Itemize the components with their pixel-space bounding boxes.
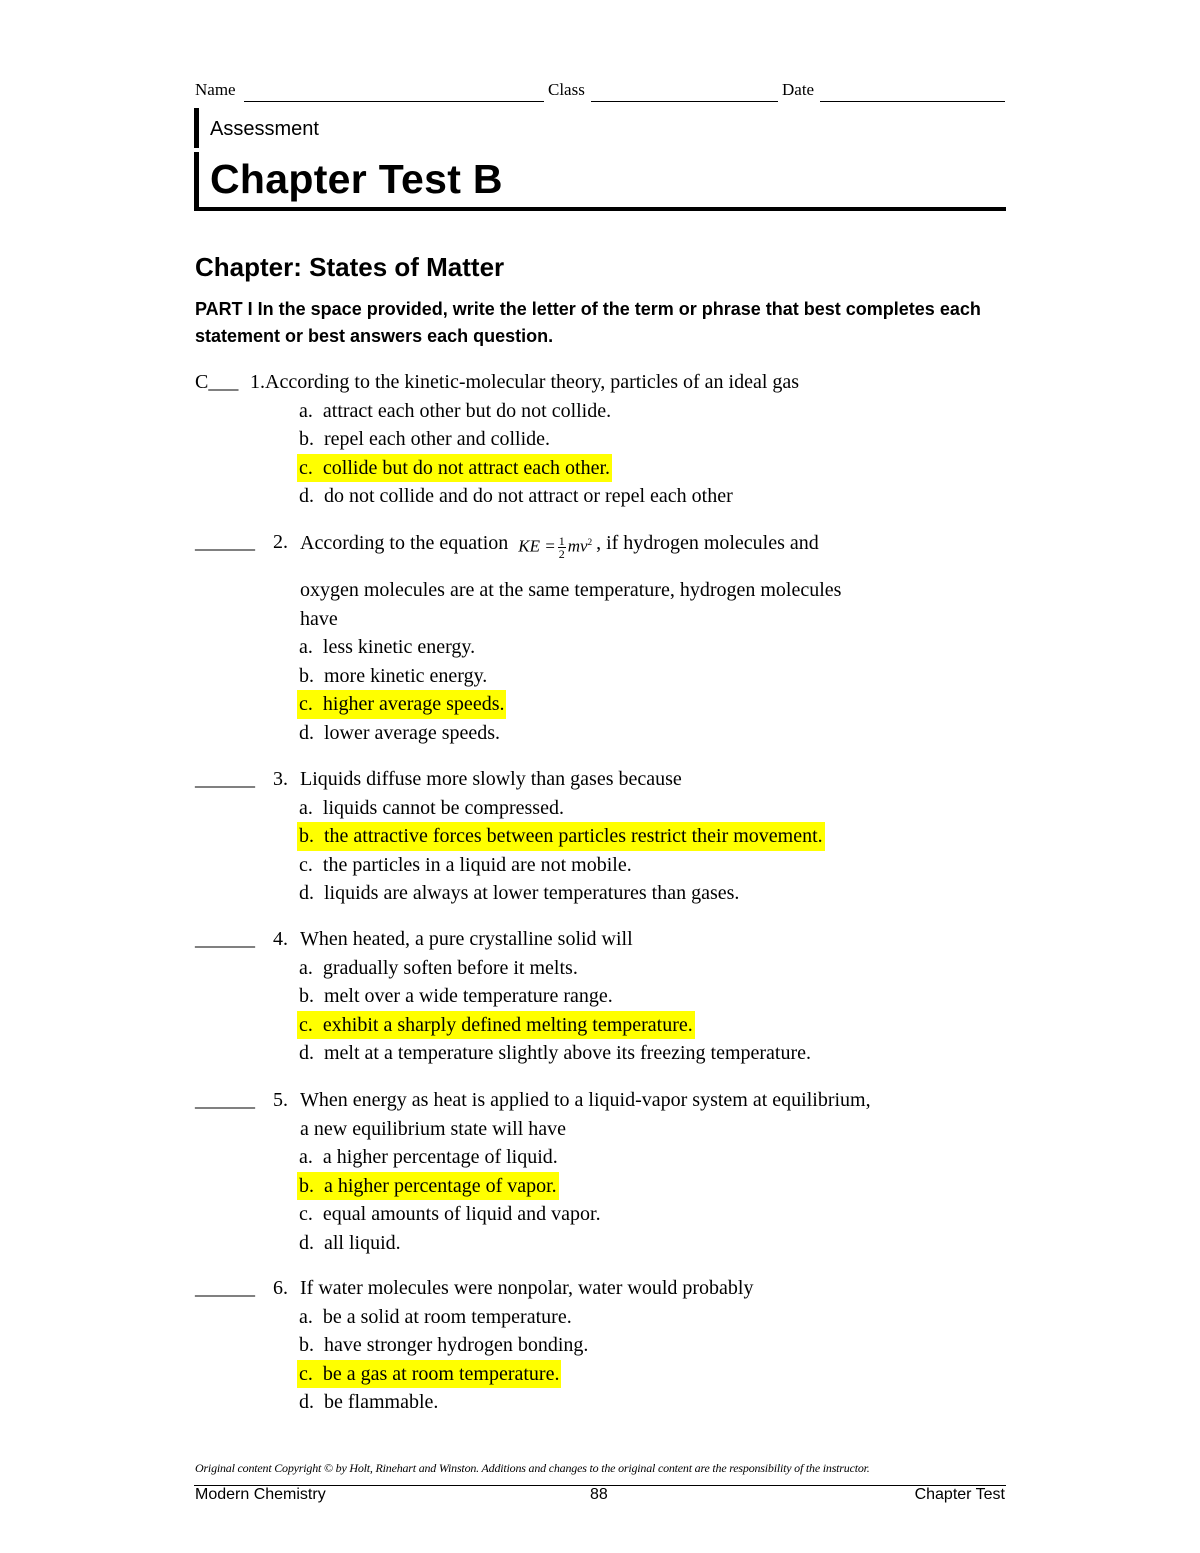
option-c-highlighted: c. be a gas at room temperature.	[297, 1360, 561, 1389]
date-label: Date	[782, 80, 815, 99]
answer-blank[interactable]: ______	[195, 768, 255, 790]
option-d: d. all liquid.	[299, 1231, 401, 1254]
question-4	[195, 925, 1010, 1068]
title-accent-bar	[194, 152, 199, 211]
option-d: d. melt at a temperature slightly above its freezing temperature.	[299, 1042, 812, 1064]
option-d: d. be flammable.	[299, 1391, 439, 1413]
option-c-highlighted: c. collide but do not attract each other.	[297, 454, 612, 483]
option-d: d. liquids are always at lower temperatures than gases.	[299, 882, 740, 904]
option-b-highlighted: b. a higher percentage of vapor.	[297, 1172, 559, 1201]
student-info-header	[195, 80, 1005, 104]
question-stem: If water molecules were nonpolar, water would probably	[300, 1277, 754, 1299]
question-number: 4.	[273, 928, 288, 950]
question-number: 5.	[273, 1089, 288, 1111]
question-2	[195, 528, 1010, 747]
option-c-highlighted: c. exhibit a sharply defined melting temperature.	[297, 1011, 695, 1040]
question-stem: When heated, a pure crystalline solid will	[300, 928, 633, 950]
question-stem-continued: have	[300, 607, 338, 630]
answer-blank[interactable]: C___	[195, 371, 239, 393]
option-a: a. liquids cannot be compressed.	[299, 796, 564, 819]
option-c-highlighted: c. higher average speeds.	[297, 690, 506, 719]
question-1	[195, 368, 1010, 511]
question-stem: According to the kinetic-molecular theory, particles of an ideal gas	[265, 371, 800, 393]
section-label: Assessment	[210, 118, 319, 140]
answer-blank[interactable]: ______	[195, 928, 255, 950]
question-5	[195, 1086, 1010, 1257]
chapter-heading: Chapter: States of Matter	[195, 252, 505, 282]
page-number: 88	[590, 1486, 608, 1503]
question-number: 3.	[273, 768, 288, 790]
answer-blank[interactable]: ______	[195, 531, 255, 553]
class-label: Class	[548, 80, 585, 99]
section-accent-bar	[194, 108, 199, 148]
question-number: 1.	[250, 371, 265, 393]
kinetic-energy-formula: KE = $\frac{1}{2}$ $mv^2$	[518, 534, 593, 562]
option-a: a. attract each other but do not collide.	[299, 399, 612, 422]
option-b: b. have stronger hydrogen bonding.	[299, 1334, 589, 1356]
question-6	[195, 1274, 1010, 1417]
class-blank-line	[591, 101, 778, 102]
answer-blank[interactable]: ______	[195, 1089, 255, 1111]
option-c: c. the particles in a liquid are not mobile.	[299, 853, 632, 876]
question-stem: When energy as heat is applied to a liquid-vapor system at equilibrium,	[300, 1089, 871, 1111]
option-d: d. lower average speeds.	[299, 721, 501, 744]
question-number: 6.	[273, 1277, 288, 1299]
option-b: b. repel each other and collide.	[299, 428, 550, 450]
title-rule	[194, 207, 1006, 211]
date-blank-line	[820, 101, 1005, 102]
option-a: a. less kinetic energy.	[299, 636, 476, 658]
part-instructions: PART I In the space provided, write the letter of the term or phrase that best completes each statement or best answers each question.	[195, 299, 981, 346]
question-stem: Liquids diffuse more slowly than gases because	[300, 768, 682, 790]
option-d: d. do not collide and do not attract or repel each other	[299, 485, 733, 507]
copyright-notice: Original content Copyright © by Holt, Rinehart and Winston. Additions and changes to the original content are the responsibility of the instructor.	[195, 1461, 870, 1475]
name-label: Name	[195, 80, 236, 99]
answer-blank[interactable]: ______	[195, 1277, 255, 1299]
page-title: Chapter Test B	[210, 156, 503, 202]
option-b-highlighted: b. the attractive forces between particles restrict their movement.	[297, 822, 825, 851]
question-stem-continued: oxygen molecules are at the same temperature, hydrogen molecules	[300, 579, 842, 601]
footer-course: Modern Chemistry	[195, 1486, 326, 1503]
name-blank-line	[244, 101, 544, 102]
question-stem-continued: a new equilibrium state will have	[300, 1117, 567, 1140]
option-b: b. melt over a wide temperature range.	[299, 985, 613, 1007]
question-number: 2.	[273, 531, 288, 553]
option-a: a. be a solid at room temperature.	[299, 1305, 572, 1328]
option-a: a. a higher percentage of liquid.	[299, 1146, 558, 1168]
option-c: c. equal amounts of liquid and vapor.	[299, 1203, 601, 1225]
option-a: a. gradually soften before it melts.	[299, 956, 578, 979]
question-3	[195, 765, 1010, 908]
question-stem: According to the equation KE = $\frac{1}{2}$ $mv^2$ , if hydrogen molecules and	[300, 528, 819, 561]
option-b: b. more kinetic energy.	[299, 664, 488, 687]
footer-doc-type: Chapter Test	[914, 1486, 1005, 1503]
